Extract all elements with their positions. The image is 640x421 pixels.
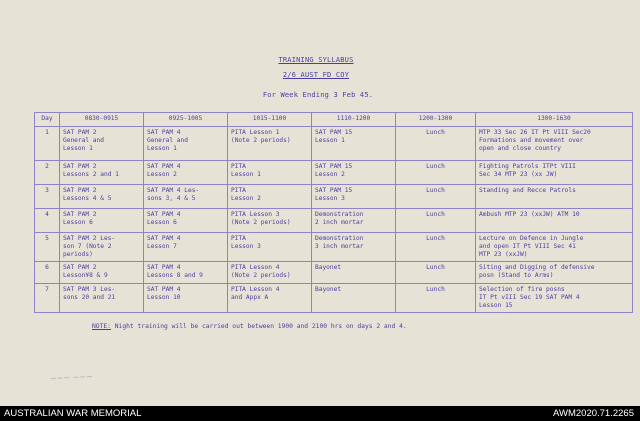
lunch-cell: Lunch: [396, 233, 476, 262]
note-label: NOTE:: [92, 323, 111, 330]
lunch-cell: Lunch: [396, 185, 476, 209]
document-title: TRAINING SYLLABUS: [278, 56, 354, 64]
lunch-cell: Lunch: [396, 284, 476, 313]
handwritten-scrawl: ~~~ ~~~: [49, 371, 93, 384]
day-cell: 5: [35, 233, 60, 262]
table-row: [35, 284, 633, 313]
table-cell: Demonstration 3 inch mortar: [312, 233, 396, 262]
table-cell: SAT PAM 4 Lessons 8 and 9: [144, 262, 228, 284]
archive-reference: AWM2020.71.2265: [553, 408, 634, 419]
column-header: 1300-1630: [476, 113, 633, 127]
table-cell: Selection of fire posns IT Pt vIII Sec 19 SAT PAM 4 Lesson 15: [476, 284, 633, 313]
lunch-cell: Lunch: [396, 209, 476, 233]
table-header-row: [35, 113, 633, 127]
syllabus-table: [34, 112, 633, 313]
table-cell: Demonstration 2 inch mortar: [312, 209, 396, 233]
table-cell: MTP 33 Sec 26 IT Pt VIII Sec20 Formations and movement over open and close country: [476, 127, 633, 161]
unit-name: 2/6 AUST FD COY: [282, 71, 350, 79]
column-header: 1015-1100: [228, 113, 312, 127]
table-row: [35, 233, 633, 262]
day-cell: 1: [35, 127, 60, 161]
note-text: Night training will be carried out between 1900 and 2100 hrs on days 2 and 4.: [110, 323, 407, 330]
table-cell: PITA Lesson 1: [228, 161, 312, 185]
table-cell: Siting and Digging of defensive posn (Stand to Arms): [476, 262, 633, 284]
table-cell: PITA Lesson 4 and Appx A: [228, 284, 312, 313]
table-row: [35, 185, 633, 209]
training-note: [92, 323, 407, 330]
table-cell: SAT PAM 4 Lesson 6: [144, 209, 228, 233]
table-cell: SAT PAM 2 Lesson 6: [60, 209, 144, 233]
table-cell: Ambush MTP 23 (xxJW) ATM 10: [476, 209, 633, 233]
table-row: [35, 161, 633, 185]
day-cell: 6: [35, 262, 60, 284]
table-cell: PITA Lesson 4 (Note 2 periods): [228, 262, 312, 284]
column-header: Day: [35, 113, 60, 127]
table-cell: SAT PAM 2 General and Lesson 1: [60, 127, 144, 161]
table-cell: SAT PAM 2 Lessons 4 & 5: [60, 185, 144, 209]
table-cell: PITA Lesson 3 (Note 2 periods): [228, 209, 312, 233]
table-cell: SAT PAM 3 Les- sons 20 and 21: [60, 284, 144, 313]
table-cell: Standing and Recce Patrols: [476, 185, 633, 209]
table-cell: SAT PAM 2 Lessons 2 and 1: [60, 161, 144, 185]
table-cell: SAT PAM 15 Lesson 1: [312, 127, 396, 161]
table-cell: PITA Lesson 3: [228, 233, 312, 262]
column-header: 0830-0915: [60, 113, 144, 127]
table-row: [35, 127, 633, 161]
table-cell: SAT PAM 4 Les- sons 3, 4 & 5: [144, 185, 228, 209]
table-cell: Bayonet: [312, 284, 396, 313]
table-cell: SAT PAM 15 Lesson 2: [312, 161, 396, 185]
table-cell: SAT PAM 4 Lesson 2: [144, 161, 228, 185]
table-cell: SAT PAM 4 General and Lesson 1: [144, 127, 228, 161]
day-cell: 7: [35, 284, 60, 313]
column-header: 0925-1005: [144, 113, 228, 127]
lunch-cell: Lunch: [396, 127, 476, 161]
archive-footer: [0, 406, 640, 421]
table-row: [35, 262, 633, 284]
column-header: 1200-1300: [396, 113, 476, 127]
lunch-cell: Lunch: [396, 161, 476, 185]
table-cell: PITA Lesson 2: [228, 185, 312, 209]
week-ending: For Week Ending 3 Feb 45.: [262, 91, 374, 99]
column-header: 1110-1200: [312, 113, 396, 127]
table-cell: SAT PAM 2 Les- son 7 (Note 2 periods): [60, 233, 144, 262]
table-cell: Fighting Patrols ITPt VIII Sec 34 MTP 23 (xx JW): [476, 161, 633, 185]
table-cell: Bayonet: [312, 262, 396, 284]
table-cell: Lecture on Defence in Jungle and open IT Pt VIII Sec 41 MTP 23 (xxJW): [476, 233, 633, 262]
day-cell: 3: [35, 185, 60, 209]
table-cell: SAT PAM 4 Lesson 7: [144, 233, 228, 262]
table-cell: PITA Lesson 1 (Note 2 periods): [228, 127, 312, 161]
table-cell: SAT PAM 4 Lesson 10: [144, 284, 228, 313]
table-cell: SAT PAM 15 Lesson 3: [312, 185, 396, 209]
archive-name: AUSTRALIAN WAR MEMORIAL: [4, 408, 142, 419]
table-cell: SAT PAM 2 Lesson¥8 & 9: [60, 262, 144, 284]
day-cell: 4: [35, 209, 60, 233]
lunch-cell: Lunch: [396, 262, 476, 284]
day-cell: 2: [35, 161, 60, 185]
table-row: [35, 209, 633, 233]
